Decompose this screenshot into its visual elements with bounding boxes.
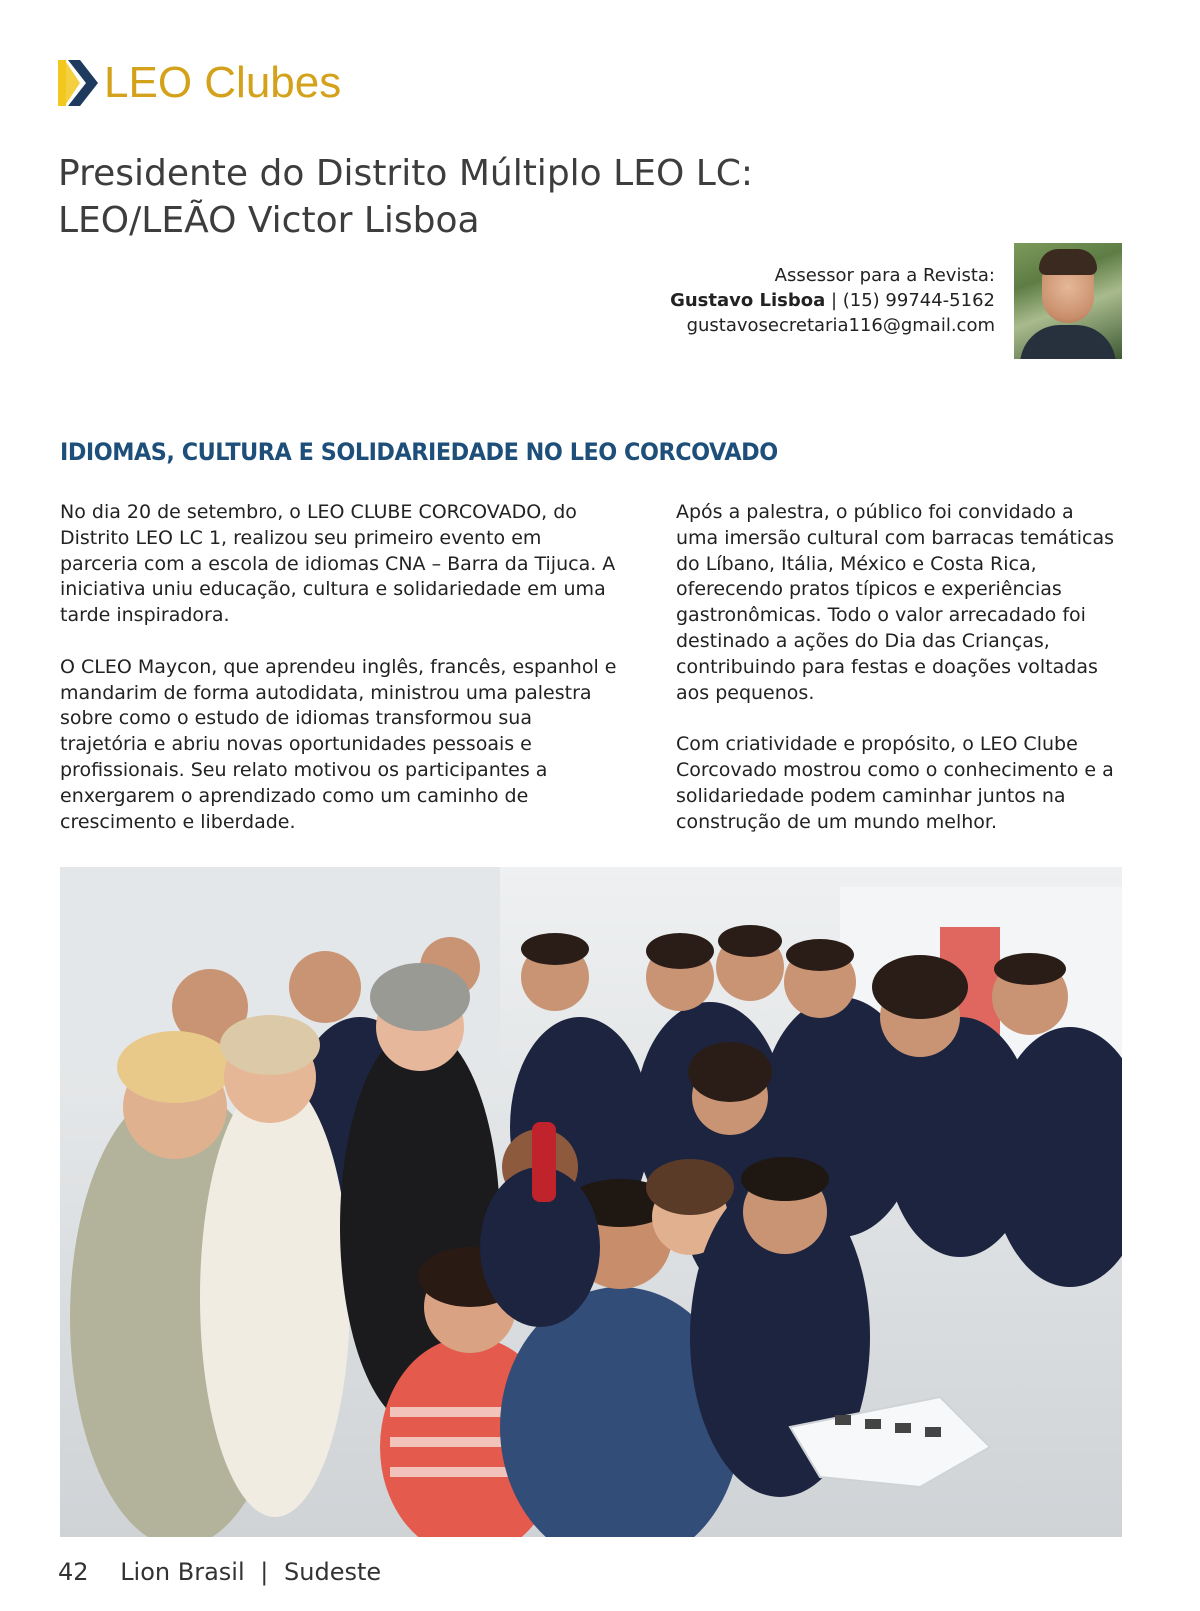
- publication-name: Lion Brasil: [120, 1558, 245, 1586]
- advisor-name: Gustavo Lisboa: [670, 290, 826, 311]
- headline-line-1: Presidente do Distrito Múltiplo LEO LC:: [58, 153, 754, 194]
- article-column-right: [676, 500, 1116, 861]
- advisor-email: gustavosecretaria116@gmail.com: [686, 315, 995, 336]
- advisor-photo: [1014, 243, 1122, 359]
- advisor-photo-shirt: [1020, 325, 1116, 359]
- chevron-logo-icon: [58, 60, 98, 106]
- article-column-left: [60, 500, 620, 861]
- article-paragraph: O CLEO Maycon, que aprendeu inglês, francês, espanhol e mandarim de forma autodidata, ministrou uma palestra sobre como o estudo de idiomas transformou sua trajetória e abriu novas oportunidades pessoais e profissionais. Seu relato motivou os participantes a enxergarem o aprendizado como um caminho de crescimento e liberdade.: [60, 655, 617, 833]
- section-header: [58, 60, 341, 106]
- footer-separator: |: [260, 1558, 269, 1586]
- advisor-name-line: [670, 288, 995, 313]
- advisor-photo-hair: [1039, 249, 1097, 275]
- advisor-contact: [670, 263, 995, 338]
- group-photo: [60, 867, 1122, 1537]
- page-footer: [58, 1558, 381, 1586]
- article-paragraph: No dia 20 de setembro, o LEO CLUBE CORCOVADO, do Distrito LEO LC 1, realizou seu primeiro evento em parceria com a escola de idiomas CNA – Barra da Tijuca. A iniciativa uniu educação, cultura e solidariedade em uma tarde inspiradora.: [60, 501, 616, 627]
- article-paragraph: Após a palestra, o público foi convidado a uma imersão cultural com barracas temáticas do Líbano, Itália, México e Costa Rica, oferecendo pratos típicos e experiências gastronômicas. Todo o valor arrecadado foi destinado a ações do Dia das Crianças, contribuindo para festas e doações voltadas aos pequenos.: [676, 501, 1115, 704]
- advisor-label: Assessor para a Revista:: [774, 265, 995, 286]
- article-paragraph: Com criatividade e propósito, o LEO Clube Corcovado mostrou como o conhecimento e a solidariedade podem caminhar juntos na construção de um mundo melhor.: [676, 733, 1114, 833]
- page-number: 42: [58, 1558, 89, 1586]
- group-photo-illustration: [60, 867, 1122, 1537]
- advisor-phone: | (15) 99744-5162: [830, 290, 995, 311]
- page-headline: [58, 150, 1058, 244]
- article-title: IDIOMAS, CULTURA E SOLIDARIEDADE NO LEO CORCOVADO: [60, 438, 778, 466]
- section-title: LEO Clubes: [104, 58, 342, 107]
- region-name: Sudeste: [284, 1558, 382, 1586]
- headline-line-2: LEO/LEÃO Victor Lisboa: [58, 200, 480, 241]
